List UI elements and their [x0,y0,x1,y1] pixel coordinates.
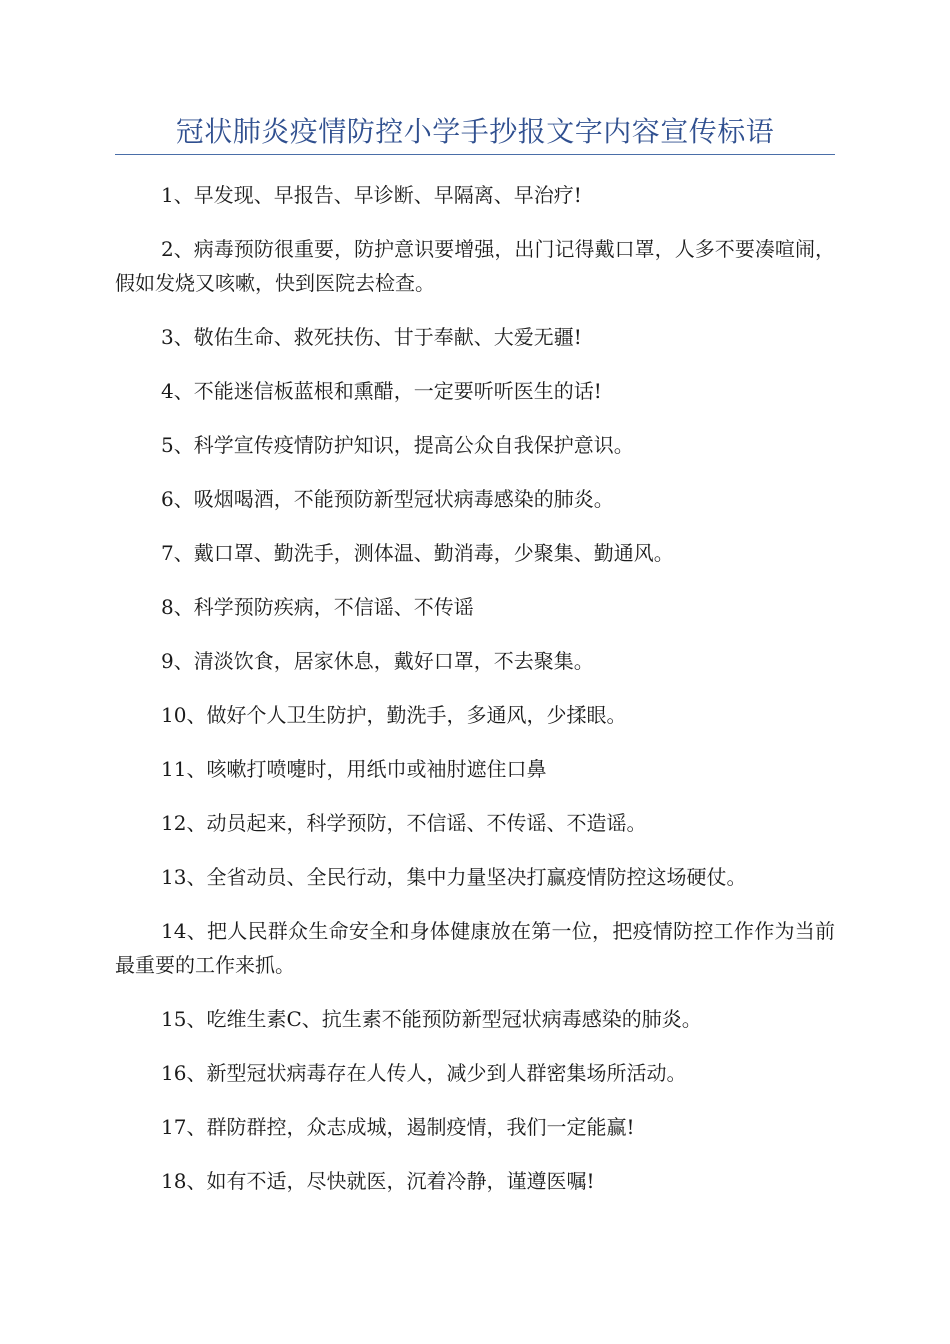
slogan-item: 17、群防群控，众志成城，遏制疫情，我们一定能赢! [161,1115,635,1139]
slogan-item: 8、科学预防疾病，不信谣、不传谣 [161,595,474,619]
slogan-item: 18、如有不适，尽快就医，沉着冷静，谨遵医嘱! [161,1169,595,1193]
slogan-item: 5、科学宣传疫情防护知识，提高公众自我保护意识。 [161,433,634,457]
slogan-item: 4、不能迷信板蓝根和熏醋，一定要听听医生的话! [161,379,602,403]
slogan-list [115,178,835,1218]
slogan-item: 2、病毒预防很重要，防护意识要增强，出门记得戴口罩，人多不要凑喧闹，假如发烧又咳嗽，快到医院去检查。 [115,237,835,295]
slogan-item: 13、全省动员、全民行动，集中力量坚决打赢疫情防控这场硬仗。 [161,865,747,889]
title-underline [115,154,835,155]
slogan-item: 15、吃维生素C、抗生素不能预防新型冠状病毒感染的肺炎。 [161,1007,702,1031]
slogan-item: 11、咳嗽打喷嚏时，用纸巾或袖肘遮住口鼻 [161,757,547,781]
slogan-item: 1、早发现、早报告、早诊断、早隔离、早治疗! [161,183,582,207]
slogan-item: 16、新型冠状病毒存在人传人，减少到人群密集场所活动。 [161,1061,687,1085]
slogan-item: 9、清淡饮食，居家休息，戴好口罩，不去聚集。 [161,649,594,673]
slogan-item: 3、敬佑生命、救死扶伤、甘于奉献、大爱无疆! [161,325,582,349]
document-title: 冠状肺炎疫情防控小学手抄报文字内容宣传标语 [175,115,775,148]
slogan-item: 6、吸烟喝酒，不能预防新型冠状病毒感染的肺炎。 [161,487,614,511]
slogan-item: 7、戴口罩、勤洗手，测体温、勤消毒，少聚集、勤通风。 [161,541,674,565]
slogan-item: 10、做好个人卫生防护，勤洗手，多通风，少揉眼。 [161,703,627,727]
slogan-item: 12、动员起来，科学预防，不信谣、不传谣、不造谣。 [161,811,647,835]
slogan-item: 14、把人民群众生命安全和身体健康放在第一位，把疫情防控工作作为当前最重要的工作来抓。 [115,919,835,977]
